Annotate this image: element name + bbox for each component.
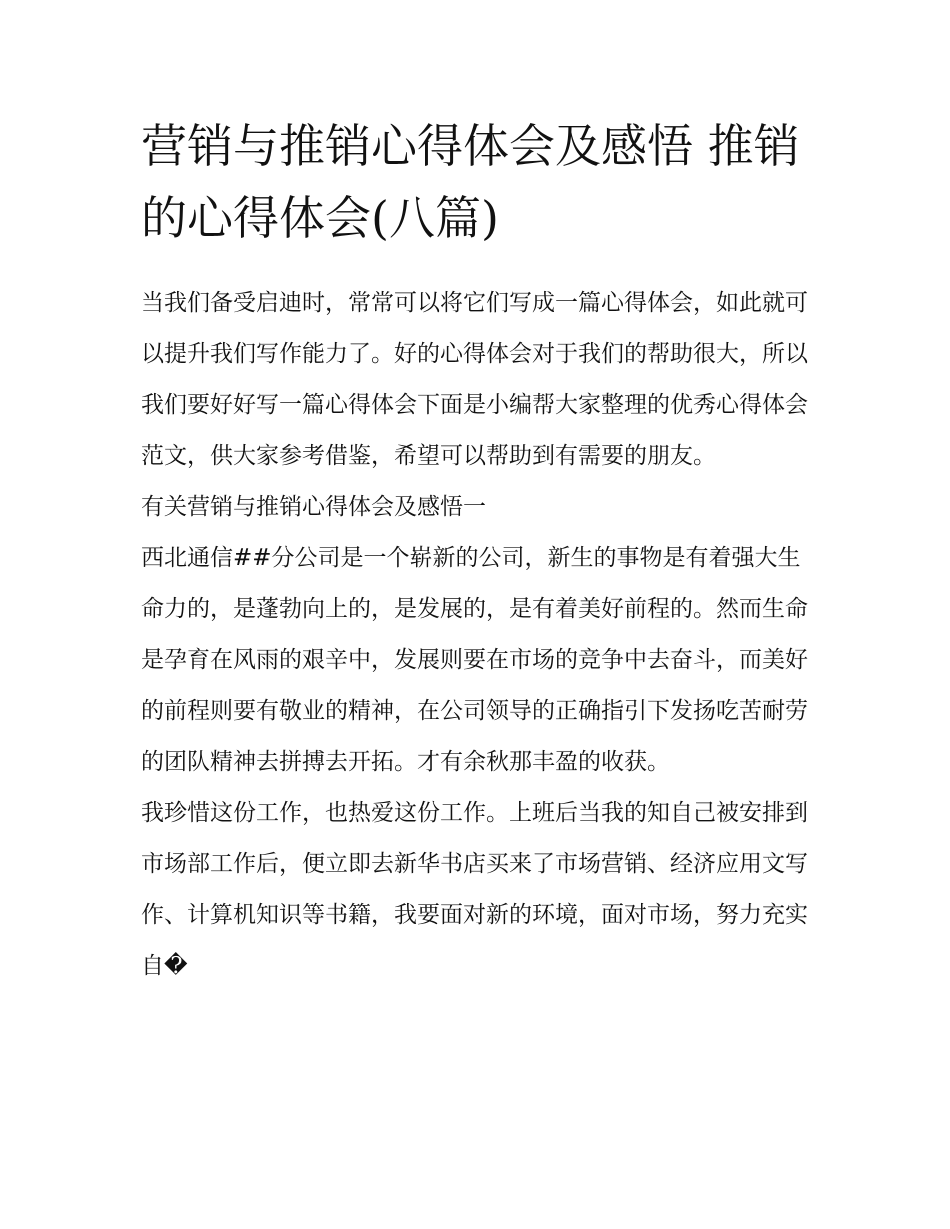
section-heading: 有关营销与推销心得体会及感悟一 <box>141 494 486 520</box>
document-body <box>141 278 811 992</box>
body-paragraph: 我珍惜这份工作，也热爱这份工作。上班后当我的知自己被安排到市场部工作后，便立即去新华书店买来了市场营销、经济应用文写作、计算机知识等书籍，我要面对新的环境，面对市场，努力充实自� <box>141 800 808 979</box>
document-title: 营销与推销心得体会及感悟 推销的心得体会(八篇) <box>141 119 800 245</box>
body-paragraph: 西北通信##分公司是一个崭新的公司，新生的事物是有着强大生命力的，是蓬勃向上的，是发展的，是有着美好前程的。然而生命是孕育在风雨的艰辛中，发展则要在市场的竞争中去奋斗，而美好的前程则要有敬业的精神，在公司领导的正确指引下发扬吃苦耐劳的团队精神去拼搏去开拓。才有余秋那丰盈的收获。 <box>141 545 808 775</box>
document-content <box>141 110 811 992</box>
intro-paragraph: 当我们备受启迪时，常常可以将它们写成一篇心得体会，如此就可以提升我们写作能力了。好的心得体会对于我们的帮助很大，所以我们要好好写一篇心得体会下面是小编帮大家整理的优秀心得体会范文，供大家参考借鉴，希望可以帮助到有需要的朋友。 <box>141 290 808 469</box>
